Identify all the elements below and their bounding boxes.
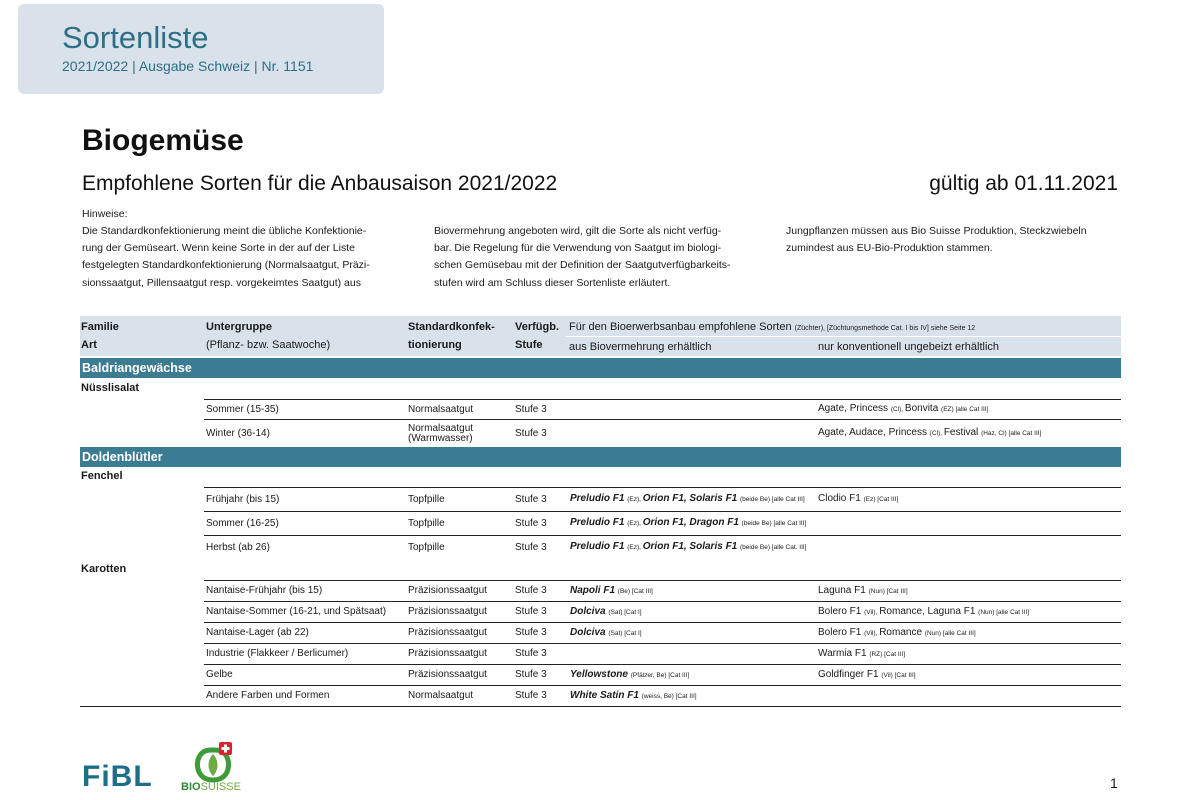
bio-note: (Sat) [Cat I] [608, 629, 642, 637]
konv-variety: Clodio F1 [818, 493, 864, 504]
header-empfohlen-note: (Züchter), [Züchtungsmethode Cat. I bis IV] siehe Seite 12 [794, 325, 976, 332]
bio-note: (Ez), [627, 544, 643, 551]
cell-standard: Topfpille [408, 493, 445, 505]
suisse-word: SUISSE [200, 781, 241, 793]
cell-stufe: Stufe 3 [515, 585, 547, 596]
cell-standard: Normalsaatgut [408, 690, 474, 701]
cell-bio [570, 536, 820, 559]
table-row [204, 580, 1121, 601]
cell-untergruppe: Sommer (16-25) [206, 517, 279, 529]
cell-standard: Präzisionssaatgut [408, 606, 487, 617]
bio-suisse-wordmark [181, 781, 241, 793]
cell-konv [818, 400, 1121, 419]
konv-note: (Cl), [890, 406, 905, 413]
cell-stufe: Stufe 3 [515, 403, 547, 415]
cell-untergruppe: Industrie (Flakkeer / Berlicumer) [206, 648, 349, 659]
table-row [204, 487, 1121, 511]
cell-stufe: Stufe 3 [515, 627, 547, 638]
header-untergruppe: Untergruppe [206, 321, 272, 333]
cell-konv [818, 623, 1121, 643]
cell-stufe: Stufe 3 [515, 669, 547, 680]
cell-standard: Präzisionssaatgut [408, 669, 487, 680]
cell-bio [570, 512, 820, 535]
konv-note-2: (Nun) [alle Cat III] [978, 608, 1030, 616]
konv-variety-2: Bonvita [904, 403, 942, 414]
cell-konv [818, 420, 1121, 447]
cell-stufe: Stufe 3 [515, 648, 547, 659]
bio-variety-2: Orion F1, Dragon F1 [642, 517, 742, 528]
bio-variety: Dolciva [570, 626, 609, 638]
family-band-baldrian: Baldriangewächse [80, 358, 1121, 378]
konv-note: (Nun) [Cat III] [868, 587, 908, 595]
table-row [204, 643, 1121, 664]
notes-heading: Hinweise: [82, 208, 128, 220]
bio-word: BIO [181, 781, 201, 793]
konv-variety: Warmia F1 [818, 647, 870, 659]
cell-standard: Normalsaatgut (Warmwasser) [408, 422, 474, 444]
table-row [204, 685, 1121, 706]
bio-note: (Be) [Cat III] [617, 587, 653, 595]
page-subtitle: Empfohlene Sorten für die Anbausaison 2021/2022 [82, 172, 558, 195]
bio-note: (weiss, Be) [Cat III] [641, 692, 697, 700]
bio-note: (Ez), [627, 496, 643, 503]
cell-untergruppe: Frühjahr (bis 15) [206, 493, 280, 505]
cell-standard: Normalsaatgut [408, 403, 474, 415]
cell-stufe: Stufe 3 [515, 541, 547, 553]
cell-stufe: Stufe 3 [515, 690, 547, 701]
konv-note: (Vil), [864, 629, 880, 637]
table-row [204, 664, 1121, 685]
page-number: 1 [1110, 775, 1118, 791]
header-verfuegb-1: Verfügb. [515, 321, 560, 333]
edition-subtitle: 2021/2022 | Ausgabe Schweiz | Nr. 1151 [62, 58, 314, 74]
cell-stufe: Stufe 3 [515, 493, 547, 505]
konv-note: (RZ) [Cat III] [869, 650, 906, 658]
cell-bio [570, 686, 820, 706]
cell-bio [570, 665, 820, 685]
bio-note: (Ez), [627, 520, 643, 527]
cell-untergruppe: Gelbe [206, 669, 233, 680]
cell-untergruppe: Andere Farben und Formen [206, 690, 330, 701]
cell-stufe: Stufe 3 [515, 517, 547, 529]
konv-note-2: (EZ) [alle Cat III] [941, 406, 989, 413]
konv-note: (Vil) [Cat III] [881, 671, 916, 679]
bio-note: (Sat) [Cat I] [608, 608, 642, 616]
species-karotten: Karotten [81, 563, 127, 575]
cell-untergruppe: Sommer (15-35) [206, 403, 279, 415]
konv-variety: Bolero F1 [818, 605, 865, 617]
cell-konv [818, 602, 1121, 622]
cell-standard: Präzisionssaatgut [408, 648, 487, 659]
table-row [204, 535, 1121, 559]
bio-variety: Preludio F1 [570, 493, 628, 504]
cell-untergruppe: Winter (36-14) [206, 427, 270, 439]
table-row [204, 511, 1121, 535]
header-verfuegb-2: Stufe [515, 339, 543, 351]
species-nuesslisalat: Nüsslisalat [81, 382, 140, 394]
cell-bio [570, 602, 820, 622]
cell-stufe: Stufe 3 [515, 427, 547, 439]
cell-standard: Präzisionssaatgut [408, 627, 487, 638]
bio-variety: Yellowstone [570, 668, 631, 680]
bio-variety: Preludio F1 [570, 541, 628, 552]
header-untergruppe-sub: (Pflanz- bzw. Saatwoche) [206, 339, 331, 351]
bio-variety: Napoli F1 [570, 584, 618, 596]
notes-col-1: Die Standardkonfektionierung meint die übliche Konfektionie- rung der Gemüseart. Wenn keine Sorte in der auf der Liste festgelegten Standardkonfektionierung (Normalsaatgut, Präzi- sionssaatgut, Pillensaatgut resp. vorgekeimtes Saatgut) aus [82, 225, 370, 289]
cell-konv [818, 665, 1121, 685]
cell-stufe: Stufe 3 [515, 606, 547, 617]
konv-variety: Agate, Audace, Princess [818, 427, 930, 438]
cell-standard: Topfpille [408, 517, 445, 529]
header-standard-1: Standardkonfek- [408, 321, 495, 333]
cell-standard: Präzisionssaatgut [408, 585, 487, 596]
konv-note-2: (Haz, Cl) [alle Cat III] [981, 430, 1042, 437]
fibl-logo: FiBL [82, 760, 153, 793]
cell-bio [570, 488, 820, 511]
table-row [204, 601, 1121, 622]
bio-note: (Pfälzer, Be) [Cat III] [630, 671, 690, 679]
bio-variety: Dolciva [570, 605, 609, 617]
cell-bio [570, 581, 820, 601]
konv-variety-2: Romance [879, 626, 925, 638]
cell-untergruppe: Nantaise-Lager (ab 22) [206, 627, 309, 638]
konv-variety: Laguna F1 [818, 584, 869, 596]
bio-variety-2: Orion F1, Solaris F1 [642, 541, 741, 552]
cell-konv [818, 488, 1121, 511]
species-fenchel: Fenchel [81, 470, 123, 482]
cell-konv [818, 581, 1121, 601]
cell-standard: Topfpille [408, 541, 445, 553]
valid-from: gültig ab 01.11.2021 [929, 172, 1118, 195]
table-row [204, 419, 1121, 447]
bio-variety: Preludio F1 [570, 517, 628, 528]
table-row [204, 399, 1121, 419]
bio-note-2: (beide Be) [alle Cat III] [741, 520, 807, 527]
table-bottom-rule [80, 706, 1121, 707]
header-familie: Familie [81, 321, 119, 333]
konv-variety: Goldfinger F1 [818, 668, 882, 680]
konv-variety-2: Festival [943, 427, 982, 438]
table-row [204, 622, 1121, 643]
header-konv: nur konventionell ungebeizt erhältlich [818, 341, 1000, 353]
bio-note-2: (beide Be) [alle Cat. III] [740, 544, 807, 551]
header-bio: aus Biovermehrung erhältlich [569, 341, 712, 353]
cell-bio [570, 623, 820, 643]
konv-variety-2: Romance, Laguna F1 [879, 605, 979, 617]
list-title: Sortenliste [62, 20, 209, 55]
header-standard-2: tionierung [408, 339, 462, 351]
family-band-dolden: Doldenblütler [80, 447, 1121, 467]
header-empfohlen [569, 319, 975, 337]
bio-variety: White Satin F1 [570, 689, 642, 701]
cell-untergruppe: Herbst (ab 26) [206, 541, 270, 553]
konv-variety: Bolero F1 [818, 626, 865, 638]
konv-note: (Ez) [Cat III] [863, 496, 899, 503]
cell-konv [818, 644, 1121, 664]
bio-note-2: (beide Be) [alle Cat III] [740, 496, 805, 503]
bio-variety-2: Orion F1, Solaris F1 [642, 493, 741, 504]
notes-col-3: Jungpflanzen müssen aus Bio Suisse Produktion, Steckzwiebeln zumindest aus EU-Bio-Produktion stammen. [786, 225, 1087, 255]
header-empfohlen-text: Für den Bioerwerbsanbau empfohlene Sorten [569, 321, 792, 333]
header-art: Art [81, 339, 97, 351]
konv-note-2: (Nun) [alle Cat III] [924, 629, 976, 637]
page-title: Biogemüse [82, 124, 244, 157]
konv-note: (Cl), [929, 430, 944, 437]
konv-variety: Agate, Princess [818, 403, 891, 414]
konv-note: (Vil), [864, 608, 880, 616]
cell-untergruppe: Nantaise-Frühjahr (bis 15) [206, 585, 323, 596]
cell-untergruppe: Nantaise-Sommer (16-21, und Spätsaat) [206, 606, 387, 617]
notes-col-2: Biovermehrung angeboten wird, gilt die Sorte als nicht verfüg- bar. Die Regelung für die Verwendung von Saatgut im biologi- schen Gemüsebau mit der Definition der Saatgutverfügbarkeits- stufen wird am Schluss dieser Sortenliste erläutert. [434, 225, 731, 289]
